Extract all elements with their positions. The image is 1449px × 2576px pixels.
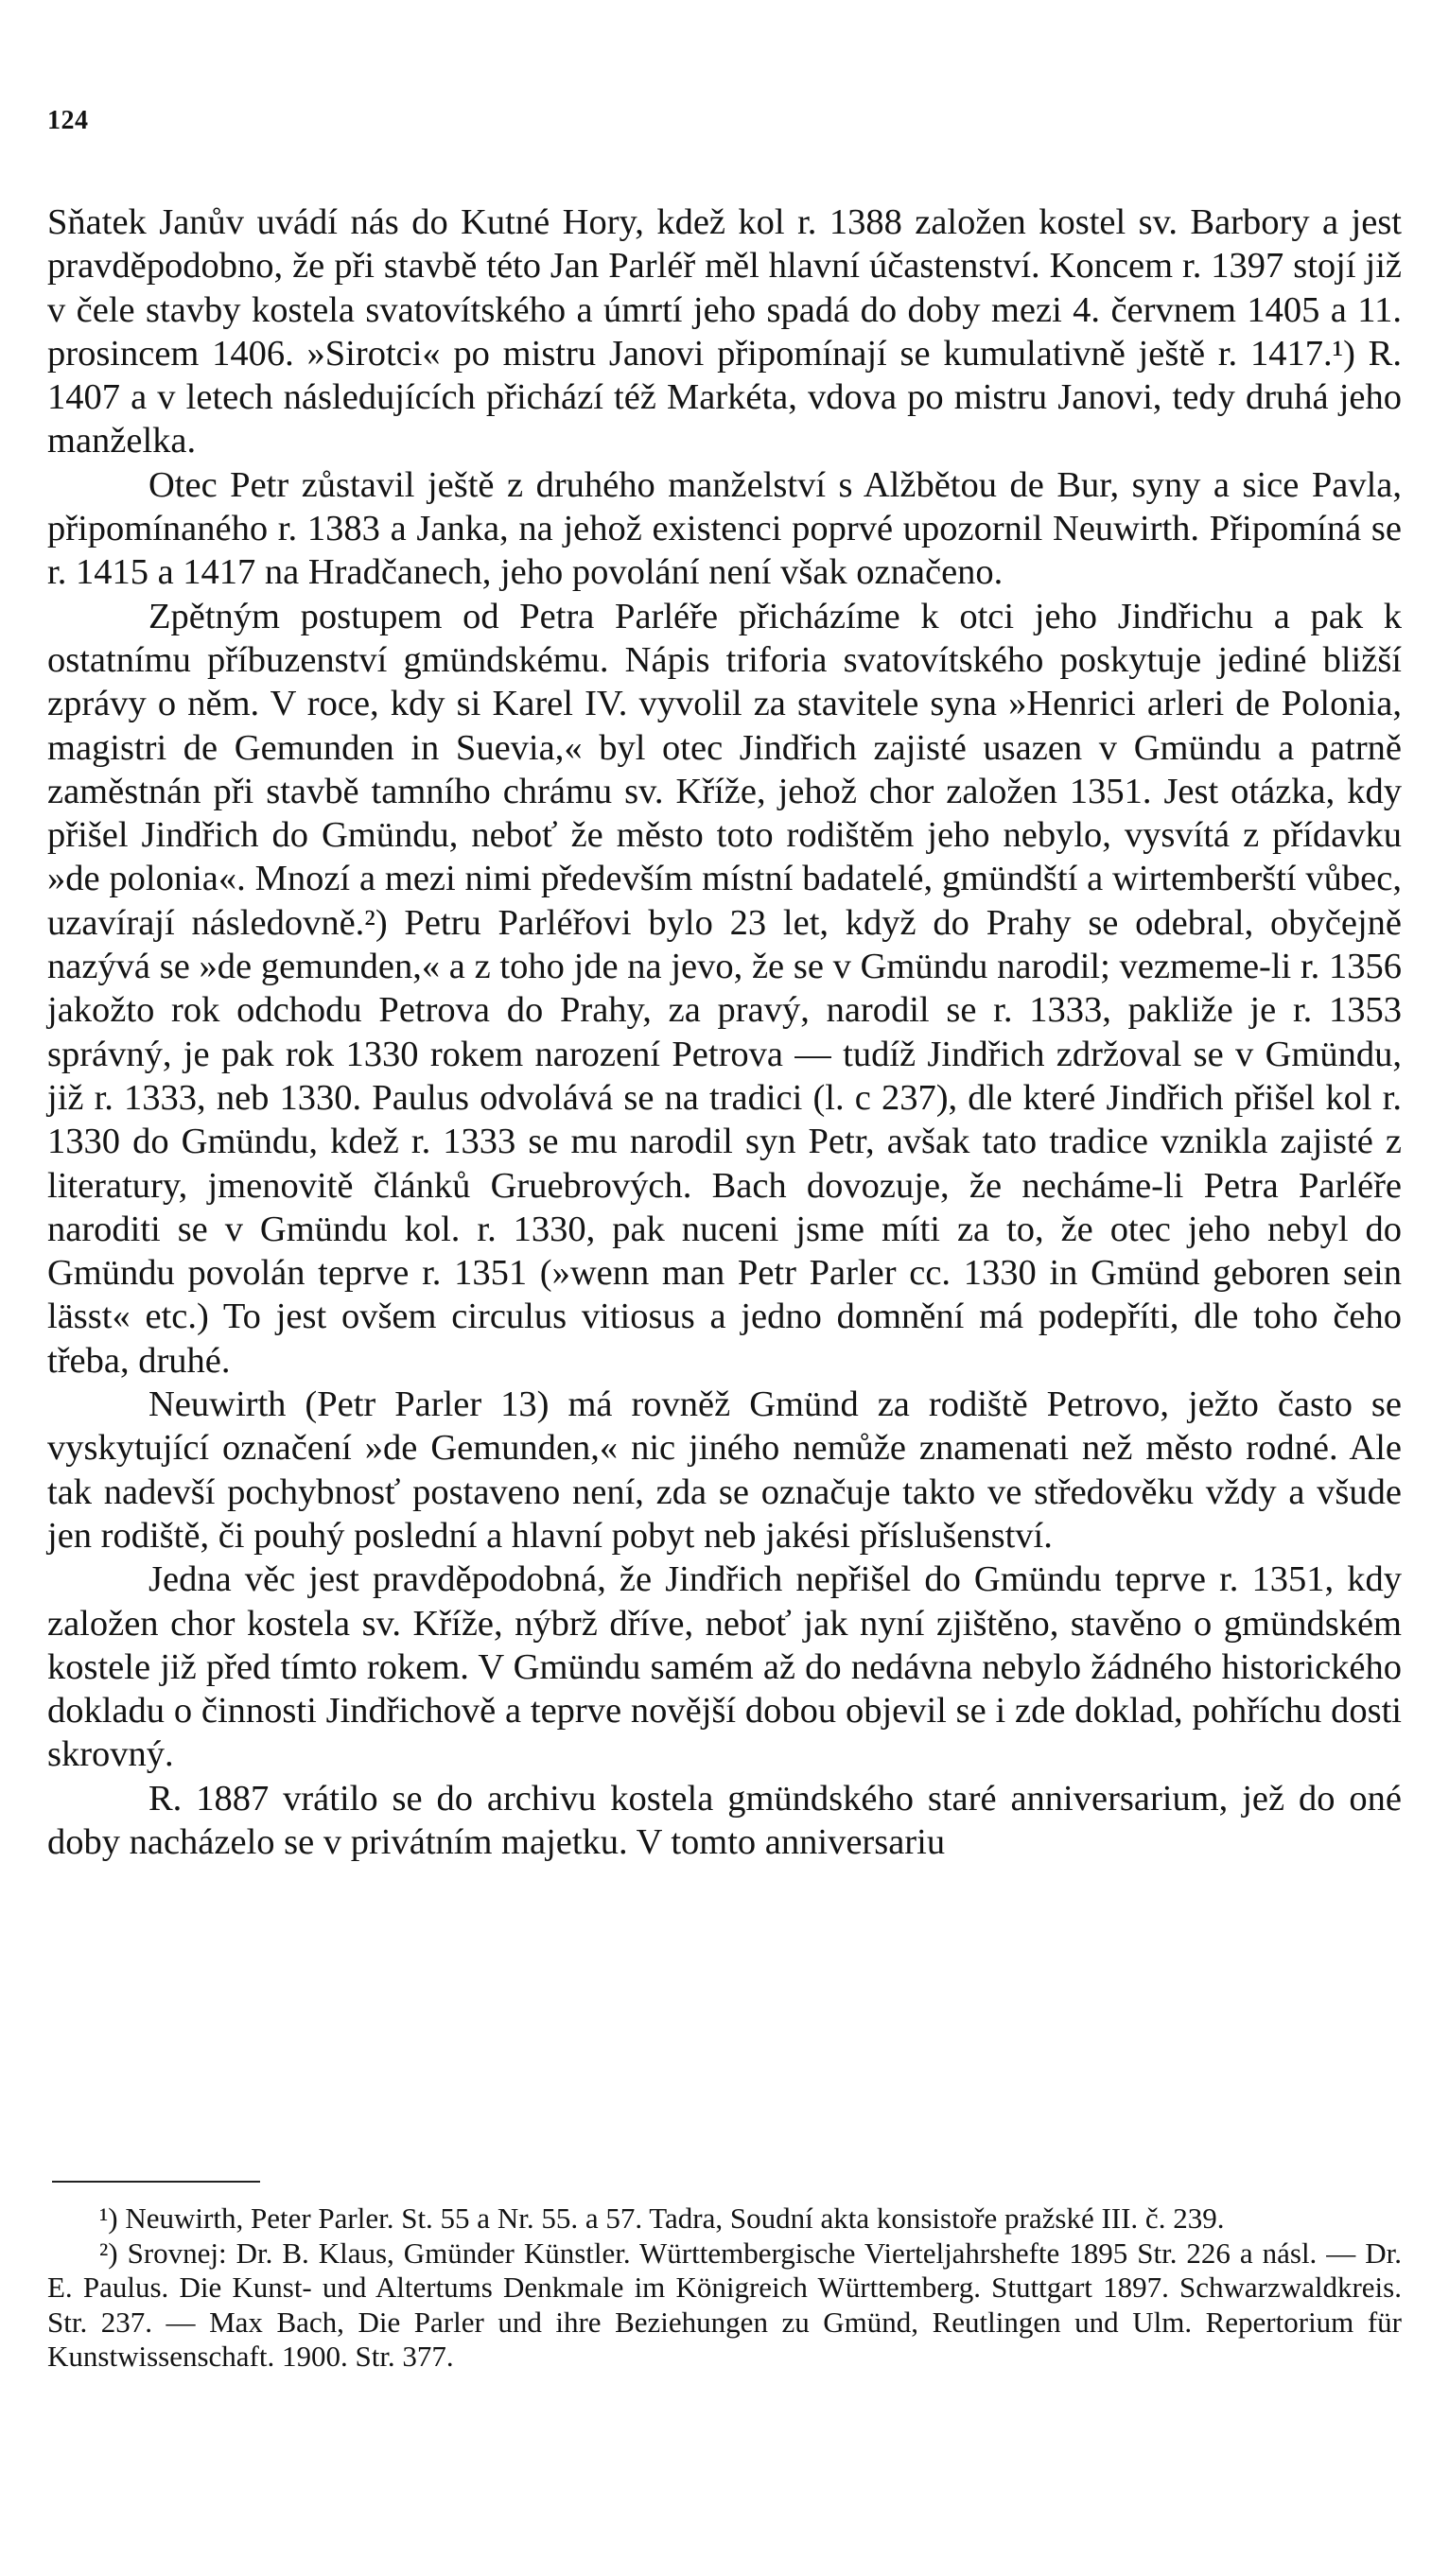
footnote-separator	[52, 2181, 260, 2183]
paragraph: Neuwirth (Petr Parler 13) má rovněž Gmünd za rodiště Petrovo, ježto často se vyskytující označení »de Gemunden,« nic jiného nemůže znamenati než město rodné. Ale tak nadevší pochybnosť postaveno není, zda se označuje takto ve středověku vždy a všude jen rodiště, či pouhý poslední a hlavní pobyt neb jakési příslušenství.	[47, 1384, 1402, 1556]
footnote: ¹) Neuwirth, Peter Parler. St. 55 a Nr. 55. a 57. Tadra, Soudní akta konsistoře pražské III. č. 239.	[99, 2202, 1225, 2235]
paragraph: Sňatek Janův uvádí nás do Kutné Hory, kdež kol r. 1388 založen kostel sv. Barbory a jest pravděpodobno, že při stavbě této Jan Parléř měl hlavní účastenství. Koncem r. 1397 stojí již v čele stavby kostela svatovítského a úmrtí jeho spadá do doby mezi 4. červnem 1405 a 11. prosincem 1406. »Sirotci« po mistru Janovi připomínají se kumulativně ještě r. 1417.¹) R. 1407 a v letech následujících přichází též Markéta, vdova po mistru Janovi, tedy druhá jeho manželka.	[47, 202, 1402, 461]
paragraph: Jedna věc jest pravděpodobná, že Jindřich nepřišel do Gmündu teprve r. 1351, kdy založen chor kostela sv. Kříže, nýbrž dříve, neboť jak nyní zjištěno, stavěno o gmündském kostele již před tímto rokem. V Gmündu samém až do nedávna nebylo žádného historického dokladu o činnosti Jindřichově a teprve novější dobou objevil se i zde doklad, pohříchu dosti skrovný.	[47, 1559, 1402, 1775]
paragraph: Otec Petr zůstavil ještě z druhého manželství s Alžbětou de Bur, syny a sice Pavla, připomínaného r. 1383 a Janka, na jehož existenci poprvé upozornil Neuwirth. Připomíná se r. 1415 a 1417 na Hradčanech, jeho povolání není však označeno.	[47, 464, 1402, 593]
paragraph: R. 1887 vrátilo se do archivu kostela gmündského staré anniversarium, jež do oné doby nacházelo se v privátním majetku. V tomto anniversariu	[47, 1778, 1402, 1862]
footnote: ²) Srovnej: Dr. B. Klaus, Gmünder Künstler. Württembergische Vierteljahrshefte 1895 Str. 226 a násl. — Dr. E. Paulus. Die Kunst- und Altertums Denkmale im Königreich Württemberg. Stuttgart 1897. Schwarzwaldkreis. Str. 237. — Max Bach, Die Parler und ihre Beziehungen zu Gmünd, Reutlingen und Ulm. Repertorium für Kunstwissenschaft. 1900. Str. 377.	[47, 2236, 1402, 2373]
footnotes	[47, 2202, 1402, 2375]
paragraph: Zpětným postupem od Petra Parléře přicházíme k otci jeho Jindřichu a pak k ostatnímu příbuzenství gmündskému. Nápis triforia svatovítského poskytuje jediné bližší zprávy o něm. V roce, kdy si Karel IV. vyvolil za stavitele syna »Henrici arleri de Polonia, magistri de Gemunden in Suevia,« byl otec Jindřich zajisté usazen v Gmündu a patrně zaměstnán při stavbě tamního chrámu sv. Kříže, jehož chor založen 1351. Jest otázka, kdy přišel Jindřich do Gmündu, neboť že město toto rodištěm jeho nebylo, vysvítá z přídavku »de polonia«. Mnozí a mezi nimi především místní badatelé, gmündští a wirtemberští vůbec, uzavírají následovně.²) Petru Parléřovi bylo 23 let, když do Prahy se odebral, obyčejně nazývá se »de gemunden,« a z toho jde na jevo, že se v Gmündu narodil; vezmeme-li r. 1356 jakožto rok odchodu Petrova do Prahy, za pravý, narodil se r. 1333, pakliže je r. 1353 správný, je pak rok 1330 rokem narození Petrova — tudíž Jindřich zdržoval se v Gmündu, již r. 1333, neb 1330. Paulus odvolává se na tradici (l. c 237), dle které Jindřich přišel kol r. 1330 do Gmündu, kdež r. 1333 se mu narodil syn Petr, avšak tato tradice vznikla zajisté z literatury, jmenovitě článků Gruebrových. Bach dovozuje, že necháme-li Petra Parléře naroditi se v Gmündu kol. r. 1330, pak nuceni jsme míti za to, že otec jeho nebyl do Gmündu povolán teprve r. 1351 (»wenn man Petr Parler cc. 1330 in Gmünd geboren sein lässt« etc.) To jest ovšem circulus vitiosus a jedno domnění má podepříti, dle toho čeho třeba, druhé.	[47, 596, 1402, 1381]
body-text	[47, 200, 1402, 1864]
page-number: 124	[47, 106, 89, 135]
